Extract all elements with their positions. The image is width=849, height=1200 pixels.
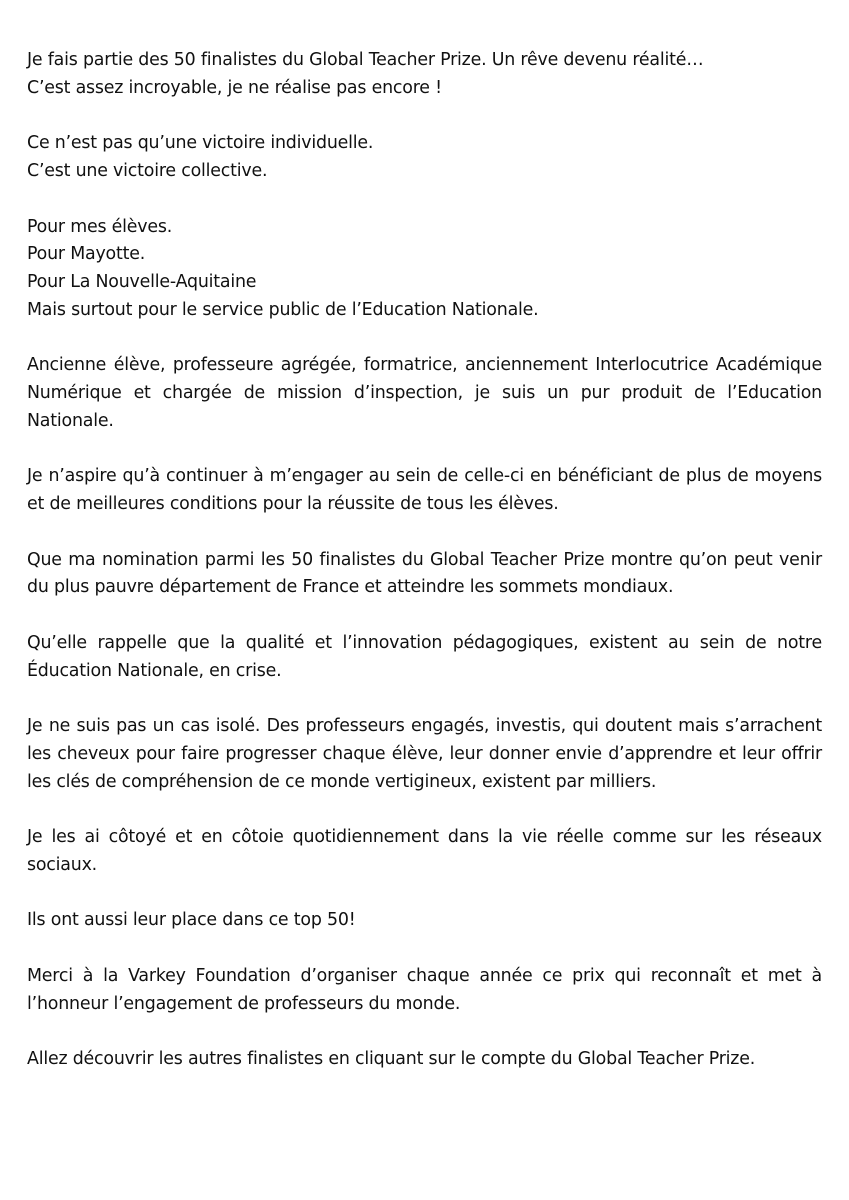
paragraph-not-isolated: Je ne suis pas un cas isolé. Des professeurs engagés, investis, qui doutent mais s’arrachent les cheveux pour faire progresser chaque élève, leur donner envie d’apprendre et leur offrir les clés de compréhension de ce monde vertigineux, existent par milliers.	[27, 716, 822, 792]
paragraph-background: Ancienne élève, professeure agrégée, formatrice, anciennement Interlocutrice Académique Numérique et chargée de mission d’inspection, je suis un pur produit de l’Education Nationale.	[27, 355, 822, 431]
text-line: C’est assez incroyable, je ne réalise pas encore !	[27, 77, 442, 98]
paragraph-nomination: Que ma nomination parmi les 50 finalistes du Global Teacher Prize montre qu’on peut venir du plus pauvre département de France et atteindre les sommets mondiaux.	[27, 549, 822, 598]
paragraph-thanks-varkey: Merci à la Varkey Foundation d’organiser chaque année ce prix qui reconnaît et met à l’honneur l’engagement de professeurs du monde.	[27, 965, 822, 1014]
paragraph-finalist-announcement	[27, 47, 822, 103]
text-line: Ce n’est pas qu’une victoire individuelle.	[27, 133, 374, 154]
document-page	[27, 47, 822, 1102]
paragraph-top-50: Ils ont aussi leur place dans ce top 50!	[27, 910, 356, 931]
paragraph-quality-innovation: Qu’elle rappelle que la qualité et l’innovation pédagogiques, existent au sein de notre Éducation Nationale, en crise.	[27, 632, 822, 681]
text-line: Pour Mayotte.	[27, 244, 146, 265]
paragraph-call-to-action: Allez découvrir les autres finalistes en cliquant sur le compte du Global Teacher Prize.	[27, 1049, 756, 1069]
text-line: Pour mes élèves.	[27, 216, 173, 237]
paragraph-dedications	[27, 214, 822, 325]
paragraph-commitment: Je n’aspire qu’à continuer à m’engager au sein de celle-ci en bénéficiant de plus de moyens et de meilleures conditions pour la réussite de tous les élèves.	[27, 466, 822, 514]
paragraph-social-networks: Je les ai côtoyé et en côtoie quotidiennement dans la vie réelle comme sur les réseaux sociaux.	[27, 827, 822, 875]
paragraph-collective-victory	[27, 130, 822, 186]
text-line: Pour La Nouvelle-Aquitaine	[27, 272, 257, 292]
text-line: Je fais partie des 50 finalistes du Global Teacher Prize. Un rêve devenu réalité…	[27, 50, 704, 70]
text-line: Mais surtout pour le service public de l’Education Nationale.	[27, 299, 539, 320]
text-line: C’est une victoire collective.	[27, 161, 268, 181]
